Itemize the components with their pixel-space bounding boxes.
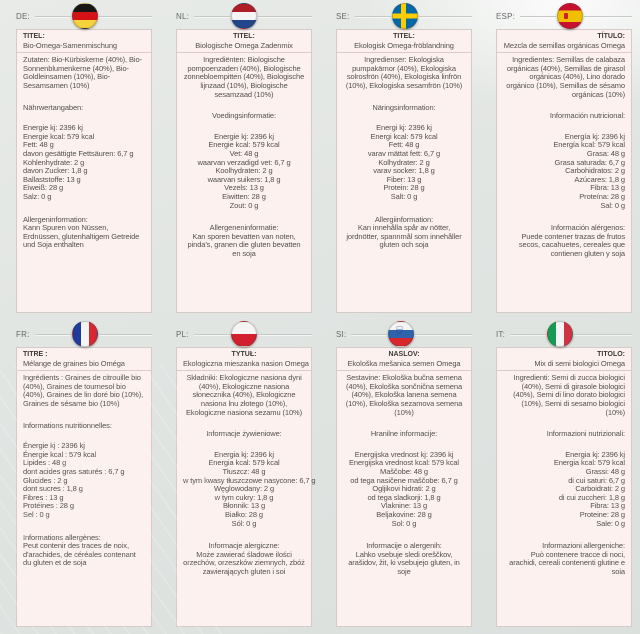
nutrition-line: waarvan suikers: 1,8 g bbox=[207, 174, 281, 184]
nutrition-line: Salz: 0 g bbox=[23, 191, 52, 201]
title-divider bbox=[17, 52, 151, 53]
it-flag-icon bbox=[547, 321, 573, 347]
nutrition-line: Sel : 0 g bbox=[23, 509, 50, 519]
nutrition-line: Energía kj: 2396 kj bbox=[564, 131, 625, 141]
language-code-label: IT: bbox=[496, 329, 506, 339]
nutrition-header: Información nutricional: bbox=[549, 111, 625, 121]
ingredients-text: Ingrediënten: Biologische pompoenzaden (40%), Biologische zonnebloempitten (40%), Biologische lijnzaad (10%), Biologische sesamzaad (10%) bbox=[183, 55, 305, 99]
nutrition-line: Koolhydraten: 2 g bbox=[215, 166, 273, 176]
title-divider bbox=[337, 370, 471, 371]
product-title: Ekološka mešanica semen Omega bbox=[347, 358, 461, 368]
product-title: Mezcla de semillas orgánicas Omega bbox=[503, 40, 625, 50]
ingredients-text: Ingredienti: Semi di zucca biologici (40%), Semi di girasole biologici (40%), Semi di lino dorato biologici (10%), Semi di sesamo biologici (10%) bbox=[513, 373, 625, 417]
header-line bbox=[520, 16, 556, 17]
header-line bbox=[99, 16, 152, 17]
header-line bbox=[194, 334, 230, 335]
se-flag-icon bbox=[392, 3, 418, 29]
nutrition-line: davon Zucker: 1,8 g bbox=[23, 166, 88, 176]
title-divider bbox=[497, 52, 631, 53]
nutrition-line: Błonnik: 13 g bbox=[222, 501, 266, 511]
nutrition-line: Kohlenhydrate: 2 g bbox=[23, 157, 85, 167]
language-code-label: SI: bbox=[336, 329, 347, 339]
language-header bbox=[336, 321, 472, 347]
product-title: Ekologiczna mieszanka nasion Omega bbox=[183, 358, 309, 368]
language-code-label: ESP: bbox=[496, 11, 516, 21]
header-line bbox=[584, 16, 632, 17]
title-divider bbox=[337, 52, 471, 53]
nutrition-list bbox=[503, 451, 625, 528]
nutrition-line: Énergie kcal : 579 kcal bbox=[23, 449, 97, 459]
allergen-header: Informations allergènes: bbox=[23, 532, 101, 542]
header-line bbox=[419, 16, 473, 17]
language-code-label: PL: bbox=[176, 329, 189, 339]
nutrition-line: varav mättat fett: 6,7 g bbox=[367, 148, 441, 158]
nutrition-line: davon gesättigte Fettsäuren: 6,7 g bbox=[23, 148, 134, 158]
nutrition-line: Protein: 28 g bbox=[383, 183, 425, 193]
nutrition-list bbox=[23, 124, 145, 201]
nutrition-line: Vet: 48 g bbox=[229, 148, 259, 158]
nutrition-line: Proteína: 28 g bbox=[579, 191, 625, 201]
header-line bbox=[35, 334, 71, 335]
nutrition-header: Informazioni nutrizionali: bbox=[546, 429, 625, 439]
title-label: NASLOV: bbox=[388, 351, 420, 358]
product-title: Mix di semi biologici Omega bbox=[534, 358, 625, 368]
nutrition-line: Vlaknine: 13 g bbox=[380, 501, 428, 511]
header-line bbox=[258, 16, 312, 17]
label-card bbox=[176, 347, 316, 627]
nutrition-line: w tym cukry: 1,8 g bbox=[214, 492, 274, 502]
ingredients-text: Ingredienser: Ekologiska pumpakärnor (40%), Ekologiska solrosfrön (40%), Ekologiska linfrön (10%), Ekologiska sesamfrön (10%) bbox=[345, 55, 463, 90]
allergen-header: Allergeninformation: bbox=[23, 214, 88, 224]
nutrition-line: Energi kcal: 579 kcal bbox=[370, 131, 438, 141]
label-card bbox=[336, 347, 472, 627]
header-line bbox=[99, 334, 153, 335]
title-label: TITRE : bbox=[23, 351, 48, 358]
nutrition-line: Fett: 48 g bbox=[23, 140, 54, 150]
language-header bbox=[496, 321, 632, 347]
nl-flag-icon bbox=[231, 3, 257, 29]
nutrition-line: waarvan verzadigd vet: 6,7 g bbox=[197, 157, 291, 167]
header-line bbox=[258, 334, 312, 335]
nutrition-line: dont sucres : 1,8 g bbox=[23, 484, 83, 494]
nutrition-line: Energia kj: 2396 kj bbox=[214, 449, 274, 459]
nutrition-list bbox=[343, 451, 465, 528]
label-panel bbox=[480, 0, 640, 313]
nutrition-list bbox=[23, 442, 145, 519]
title-divider bbox=[177, 370, 311, 371]
nutrition-header: Näringsinformation: bbox=[372, 102, 436, 112]
title-label: TÍTULO: bbox=[597, 33, 625, 40]
label-row-top bbox=[0, 0, 640, 313]
label-card bbox=[16, 347, 152, 627]
title-divider bbox=[17, 370, 151, 371]
allergen-header: Informazioni allergeniche: bbox=[542, 541, 625, 551]
nutrition-line: Energie kcal: 579 kcal bbox=[208, 140, 280, 150]
nutrition-list bbox=[503, 133, 625, 210]
ingredients-text: Ingredientes: Semillas de calabaza orgánicas (40%), Semillas de girasol orgánicas (40%), Lino dorado orgánico (10%), Semillas de sésamo orgánicas (10%) bbox=[506, 55, 625, 99]
nutrition-line: Energia kcal: 579 kcal bbox=[208, 458, 280, 468]
nutrition-list bbox=[343, 124, 465, 201]
nutrition-line: Zout: 0 g bbox=[229, 200, 259, 210]
header-line bbox=[415, 334, 472, 335]
nutrition-line: Maščobe: 48 g bbox=[380, 466, 428, 476]
allergen-text: Kan innehålla spår av nötter, jordnötter, spannmål som innehåller gluten och soja bbox=[346, 223, 462, 250]
product-title: Biologische Omega Zadenmix bbox=[195, 40, 293, 50]
nutrition-line: Sale: 0 g bbox=[596, 518, 625, 528]
nutrition-line: Energia kj: 2396 kj bbox=[565, 449, 625, 459]
de-flag-icon bbox=[72, 3, 98, 29]
nutrition-line: Ballaststoffe: 13 g bbox=[23, 174, 81, 184]
label-card bbox=[496, 347, 632, 627]
title-label: TITEL: bbox=[23, 33, 45, 40]
product-title: Ekologisk Omega-fröblandning bbox=[354, 40, 454, 50]
product-title: Bio-Omega-Samenmischung bbox=[23, 40, 117, 50]
allergen-header: Informacje alergiczne: bbox=[208, 541, 280, 551]
nutrition-line: Energía kcal: 579 kcal bbox=[553, 140, 625, 150]
nutrition-line: w tym kwasy tłuszczowe nasycone: 6,7 g bbox=[183, 475, 316, 485]
label-panel bbox=[320, 313, 480, 627]
nutrition-line: Ogljikovi hidrati: 2 g bbox=[372, 484, 436, 494]
nutrition-line: Énergie kj : 2396 kj bbox=[23, 441, 85, 451]
nutrition-line: Carboidrati: 2 g bbox=[575, 484, 625, 494]
es-flag-icon bbox=[557, 3, 583, 29]
nutrition-line: Proteine: 28 g bbox=[579, 509, 625, 519]
label-panel bbox=[160, 313, 320, 627]
allergen-header: Información alérgenos: bbox=[550, 223, 625, 233]
product-title: Mélange de graines bio Oméga bbox=[23, 358, 125, 368]
allergen-text: Peut contenir des traces de noix, d'arachides, de céréales contenant du gluten et de soja bbox=[23, 541, 136, 568]
header-line bbox=[355, 16, 391, 17]
nutrition-line: Kolhydrater: 2 g bbox=[378, 157, 430, 167]
label-panel bbox=[480, 313, 640, 627]
language-header bbox=[176, 3, 312, 29]
allergen-header: Informacije o alergenih: bbox=[366, 541, 442, 551]
nutrition-line: Glucides : 2 g bbox=[23, 475, 68, 485]
nutrition-header: Informacje żywieniowe: bbox=[206, 429, 282, 439]
language-code-label: FR: bbox=[16, 329, 30, 339]
language-header bbox=[176, 321, 312, 347]
language-code-label: DE: bbox=[16, 11, 30, 21]
nutrition-line: Sól: 0 g bbox=[231, 518, 257, 528]
nutrition-line: Grassi: 48 g bbox=[585, 466, 625, 476]
allergen-text: Puede contener trazas de frutos secos, cacahuetes, cereales que contienen gluten y soja bbox=[518, 231, 625, 258]
language-header bbox=[16, 321, 152, 347]
nutrition-line: Lipides : 48 g bbox=[23, 458, 67, 468]
ingredients-text: Zutaten: Bio-Kürbiskerne (40%), Bio-Sonnenblumenkerne (40%), Bio-Goldleinsamen (10%), Bio-Sesamsamen (10%) bbox=[23, 55, 142, 90]
nutrition-line: Eiweiß: 28 g bbox=[23, 183, 64, 193]
nutrition-line: Fibres : 13 g bbox=[23, 492, 64, 502]
nutrition-line: Energie kj: 2396 kj bbox=[23, 123, 83, 133]
nutrition-line: Protéines : 28 g bbox=[23, 501, 74, 511]
nutrition-header: Hranilne informacije: bbox=[370, 429, 438, 439]
nutrition-header: Nährwertangaben: bbox=[23, 102, 84, 112]
nutrition-line: Sol: 0 g bbox=[391, 518, 417, 528]
nutrition-line: Fibra: 13 g bbox=[590, 183, 625, 193]
si-flag-icon bbox=[388, 321, 414, 347]
header-line bbox=[194, 16, 230, 17]
label-panel bbox=[0, 313, 160, 627]
nutrition-header: Informations nutritionnelles: bbox=[23, 420, 112, 430]
nutrition-line: Grasa saturada: 6,7 g bbox=[554, 157, 625, 167]
nutrition-line: Eiwitten: 28 g bbox=[222, 191, 266, 201]
label-card bbox=[16, 29, 152, 313]
nutrition-line: varav socker: 1,8 g bbox=[373, 166, 435, 176]
language-header bbox=[16, 3, 152, 29]
header-line bbox=[35, 16, 71, 17]
nutrition-list bbox=[183, 133, 305, 210]
language-header bbox=[496, 3, 632, 29]
allergen-header: Allergiinformation: bbox=[374, 214, 434, 224]
nutrition-line: Energijska vrednost kj: 2396 kj bbox=[354, 449, 454, 459]
title-divider bbox=[177, 52, 311, 53]
label-panel bbox=[320, 0, 480, 313]
allergen-text: Kann Spuren von Nüssen, Erdnüssen, glutenhaltigem Getreide und Soja enthalten bbox=[23, 223, 140, 250]
pl-flag-icon bbox=[231, 321, 257, 347]
nutrition-line: Energia kcal: 579 kcal bbox=[553, 458, 625, 468]
nutrition-line: Grasa: 48 g bbox=[586, 148, 625, 158]
nutrition-line: Vezels: 13 g bbox=[224, 183, 264, 193]
title-label: TITOLO: bbox=[597, 351, 625, 358]
language-header bbox=[336, 3, 472, 29]
nutrition-line: Beljakovine: 28 g bbox=[376, 509, 432, 519]
nutrition-line: Fibra: 13 g bbox=[590, 501, 625, 511]
ingredients-text: Składniki: Ekologiczne nasiona dyni (40%), Ekologiczne nasiona słonecznika (40%), Ekologiczne nasiona lnu złotego (10%), Ekologiczne nasiona sezamu (10%) bbox=[185, 373, 303, 417]
allergen-text: Lahko vsebuje sledi oreščkov, arašidov, žit, ki vsebujejo gluten, in soje bbox=[348, 549, 460, 576]
fr-flag-icon bbox=[72, 321, 98, 347]
nutrition-line: di cui zuccheri: 1,8 g bbox=[558, 492, 625, 502]
nutrition-line: Azúcares: 1,8 g bbox=[574, 174, 625, 184]
label-card bbox=[336, 29, 472, 313]
nutrition-line: Energie kcal: 579 kcal bbox=[23, 131, 95, 141]
label-card bbox=[496, 29, 632, 313]
nutrition-header: Voedingsinformatie: bbox=[212, 111, 276, 121]
nutrition-line: di cui saturi: 6,7 g bbox=[568, 475, 625, 485]
nutrition-line: od tega nasičene maščobe: 6,7 g bbox=[350, 475, 458, 485]
allergen-header: Allergeneninformatie: bbox=[209, 223, 279, 233]
nutrition-line: Energie kj: 2396 kj bbox=[214, 131, 274, 141]
nutrition-line: od tega sladkorji: 1,8 g bbox=[367, 492, 441, 502]
nutrition-line: dont acides gras saturés : 6,7 g bbox=[23, 466, 125, 476]
label-panel bbox=[160, 0, 320, 313]
label-card bbox=[176, 29, 312, 313]
header-line bbox=[574, 334, 632, 335]
nutrition-line: Białko: 28 g bbox=[225, 509, 263, 519]
nutrition-line: Energi kj: 2396 kj bbox=[376, 123, 432, 133]
title-label: TITEL: bbox=[233, 33, 255, 40]
title-divider bbox=[497, 370, 631, 371]
title-label: TYTUŁ: bbox=[231, 351, 257, 358]
header-line bbox=[351, 334, 387, 335]
nutrition-line: Fiber: 13 g bbox=[386, 174, 422, 184]
language-code-label: SE: bbox=[336, 11, 350, 21]
label-panel bbox=[0, 0, 160, 313]
nutrition-line: Energijska vrednost kcal: 579 kcal bbox=[349, 458, 459, 468]
nutrition-line: Fett: 48 g bbox=[388, 140, 420, 150]
nutrition-line: Węglowodany: 2 g bbox=[213, 484, 275, 494]
allergen-text: Kan sporen bevatten van noten, pinda's, granen die gluten bevatten en soja bbox=[187, 231, 301, 258]
nutrition-line: Salt: 0 g bbox=[390, 191, 418, 201]
nutrition-line: Tłuszcz: 48 g bbox=[222, 466, 266, 476]
allergen-text: Może zawierać śladowe ilości orzechów, orzeszków ziemnych, zbóż zawierających gluten i soi bbox=[183, 549, 305, 576]
ingredients-text: Sestavine: Ekološka bučna semena (40%), Ekološka sončnična semena (40%), Ekološka lanena semena (10%), Ekološka sezamova semena (10%) bbox=[345, 373, 463, 417]
nutrition-list bbox=[183, 449, 316, 528]
nutrition-line: Carbohidratos: 2 g bbox=[565, 166, 625, 176]
nutrition-line: Sal: 0 g bbox=[600, 200, 625, 210]
ingredients-text: Ingrédients : Graines de citrouille bio (40%), Graines de tournesol bio (40%), Graines de lin doré bio (10%), Graines de sésame bio (10%) bbox=[23, 373, 144, 408]
header-line bbox=[510, 334, 546, 335]
allergen-text: Può contenere tracce di noci, arachidi, cereali contenenti glutine e soia bbox=[509, 549, 625, 576]
language-code-label: NL: bbox=[176, 11, 190, 21]
title-label: TITEL: bbox=[393, 33, 415, 40]
label-row-bottom bbox=[0, 313, 640, 627]
